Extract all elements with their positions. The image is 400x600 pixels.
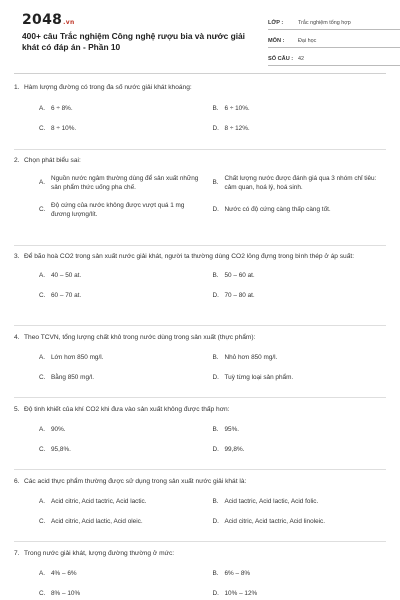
site-logo[interactable]	[22, 12, 75, 28]
option-letter: A.	[39, 179, 46, 187]
question-number: 7.	[14, 550, 20, 557]
option-text: 95%.	[224, 426, 240, 433]
option-text: Nhỏ hơn 850 mg/l.	[224, 354, 278, 361]
option-grid	[14, 570, 386, 598]
option-letter: C.	[39, 206, 46, 214]
option-text: 8 ÷ 10%.	[51, 124, 77, 132]
option-b[interactable]	[213, 105, 387, 114]
option-letter: A.	[39, 105, 46, 112]
question-text	[14, 83, 386, 92]
option-letter: B.	[212, 426, 219, 433]
option-text: Độ cứng của nước không được vượt quá 1 mg đương lượng/lít.	[51, 202, 185, 218]
option-letter: D.	[212, 291, 219, 299]
option-b[interactable]	[213, 570, 387, 579]
option-letter: D.	[212, 124, 219, 132]
question-item	[14, 326, 386, 398]
option-letter: B.	[212, 498, 219, 505]
question-text	[14, 333, 386, 342]
meta-label: SỐ CÂU :	[268, 56, 294, 62]
option-text: 6% – 8%	[224, 570, 251, 577]
option-grid	[14, 105, 386, 133]
question-text	[14, 252, 386, 261]
option-d[interactable]	[213, 292, 387, 301]
question-number: 5.	[14, 406, 20, 413]
question-item	[14, 150, 386, 246]
option-letter: C.	[39, 124, 46, 132]
question-text	[14, 405, 386, 414]
option-letter: A.	[39, 498, 46, 505]
option-c[interactable]	[39, 374, 213, 383]
option-text: Lớn hơn 850 mg/l.	[51, 354, 104, 361]
question-number: 4.	[14, 334, 20, 341]
question-item	[14, 246, 386, 326]
option-a[interactable]	[39, 105, 213, 114]
option-text: Acid citric, Acid lactic, Acid oleic.	[51, 517, 143, 525]
header	[14, 0, 386, 70]
option-letter: B.	[212, 105, 219, 112]
option-c[interactable]	[39, 292, 213, 301]
option-a[interactable]	[39, 272, 213, 281]
option-c[interactable]	[39, 446, 213, 455]
option-text: 95,8%.	[51, 445, 71, 453]
question-number: 6.	[14, 478, 20, 485]
question-stem: Hàm lượng đường có trong đa số nước giải khát khoáng:	[24, 84, 192, 91]
option-text: Acid tactric, Acid lactic, Acid folic.	[224, 498, 319, 505]
option-letter: A.	[39, 354, 46, 361]
option-letter: B.	[212, 354, 219, 361]
option-letter: B.	[212, 272, 219, 279]
option-d[interactable]	[213, 518, 387, 527]
meta-label: LỚP :	[268, 20, 284, 26]
question-item	[14, 398, 386, 470]
question-text	[14, 156, 386, 165]
question-stem: Theo TCVN, tổng lượng chất khô trong nước dùng trong sản xuất (thực phẩm):	[24, 334, 256, 341]
option-text: 40 – 50 at.	[51, 272, 82, 279]
meta-row-count	[268, 48, 400, 66]
option-b[interactable]	[213, 426, 387, 435]
question-text	[14, 477, 386, 486]
option-b[interactable]	[213, 175, 387, 192]
option-letter: C.	[39, 291, 46, 299]
logo-text: 2048	[22, 12, 63, 28]
option-grid	[14, 426, 386, 454]
meta-label: MÔN :	[268, 38, 285, 44]
meta-value: 42	[298, 56, 304, 62]
option-letter: C.	[39, 517, 46, 525]
option-text: 60 – 70 at.	[51, 291, 82, 299]
option-a[interactable]	[39, 498, 213, 507]
meta-value: Trắc nghiệm tổng hợp	[298, 20, 351, 26]
option-b[interactable]	[213, 498, 387, 507]
option-letter: B.	[212, 179, 219, 187]
meta-row-class	[268, 12, 400, 30]
option-letter: D.	[212, 373, 219, 381]
option-text: Acid citric, Acid tactric, Acid lactic.	[51, 498, 147, 505]
question-number: 2.	[14, 157, 20, 164]
option-text: 8 ÷ 12%.	[224, 124, 250, 132]
option-d[interactable]	[213, 202, 387, 219]
question-list	[14, 78, 386, 600]
meta-value: Đại học	[298, 38, 317, 44]
option-letter: A.	[39, 272, 46, 279]
option-grid	[14, 354, 386, 382]
option-text: 70 – 80 at.	[224, 291, 255, 299]
question-number: 1.	[14, 84, 20, 91]
document-title: 400+ câu Trắc nghiệm Công nghệ rượu bia và nước giải khát có đáp án - Phần 10	[22, 31, 245, 52]
option-letter: C.	[39, 445, 46, 453]
option-letter: C.	[39, 589, 46, 597]
option-d[interactable]	[213, 446, 387, 455]
option-a[interactable]	[39, 570, 213, 579]
option-c[interactable]	[39, 518, 213, 527]
option-grid	[14, 175, 386, 219]
option-a[interactable]	[39, 426, 213, 435]
option-letter: A.	[39, 426, 46, 433]
option-a[interactable]	[39, 175, 213, 192]
option-grid	[14, 498, 386, 526]
option-c[interactable]	[39, 590, 213, 599]
option-letter: D.	[212, 445, 219, 453]
option-d[interactable]	[213, 590, 387, 599]
option-grid	[14, 272, 386, 300]
option-letter: B.	[212, 570, 219, 577]
option-letter: C.	[39, 373, 46, 381]
option-text: 99,8%.	[224, 445, 245, 453]
meta-table	[268, 12, 400, 66]
header-divider	[14, 73, 386, 74]
meta-row-subject	[268, 30, 400, 48]
option-a[interactable]	[39, 354, 213, 363]
option-letter: D.	[212, 206, 219, 214]
option-text: 6 ÷ 8%.	[51, 105, 73, 112]
option-text: Chất lượng nước được đánh giá qua 3 nhóm chỉ tiêu: cảm quan, hoá lý, hoá sinh.	[224, 175, 377, 191]
option-letter: D.	[212, 589, 219, 597]
option-text: 8% – 10%	[51, 589, 81, 597]
question-item	[14, 78, 386, 150]
option-text: Nước có độ cứng càng thấp càng tốt.	[224, 206, 331, 214]
option-letter: D.	[212, 517, 219, 525]
question-item	[14, 542, 386, 600]
option-text: Nguồn nước ngâm thường dùng để sản xuất những sản phẩm thức uống pha chế.	[51, 175, 199, 191]
option-text: Acid citric, Acid tactric, Acid linoleic.	[224, 517, 326, 525]
question-item	[14, 470, 386, 542]
question-stem: Để bão hoà CO2 trong sản xuất nước giải khát, người ta thường dùng CO2 lỏng đựng trong bình thép ở áp suất:	[24, 253, 355, 260]
question-number: 3.	[14, 253, 20, 260]
option-d[interactable]	[213, 374, 387, 383]
option-text: 10% – 12%	[224, 589, 258, 597]
option-text: Bằng 850 mg/l.	[51, 373, 94, 381]
question-stem: Các acid thực phẩm thường được sử dụng trong sản xuất nước giải khát là:	[24, 478, 247, 485]
question-stem: Độ tinh khiết của khí CO2 khi đưa vào sản xuất không được thấp hơn:	[24, 406, 230, 413]
option-text: 4% – 6%	[51, 570, 77, 577]
option-text: 50 – 60 at.	[224, 272, 255, 279]
option-text: 90%.	[51, 426, 66, 433]
option-c[interactable]	[39, 125, 213, 134]
option-text: 6 ÷ 10%.	[224, 105, 250, 112]
question-text	[14, 549, 386, 558]
logo-tld: .vn	[63, 19, 75, 26]
option-text: Tuỳ từng loại sản phẩm.	[224, 373, 294, 381]
option-c[interactable]	[39, 202, 213, 219]
question-stem: Chọn phát biểu sai:	[24, 157, 81, 164]
option-letter: A.	[39, 570, 46, 577]
option-d[interactable]	[213, 125, 387, 134]
question-stem: Trong nước giải khát, lượng đường thường ở mức:	[24, 550, 175, 557]
option-b[interactable]	[213, 354, 387, 363]
option-b[interactable]	[213, 272, 387, 281]
